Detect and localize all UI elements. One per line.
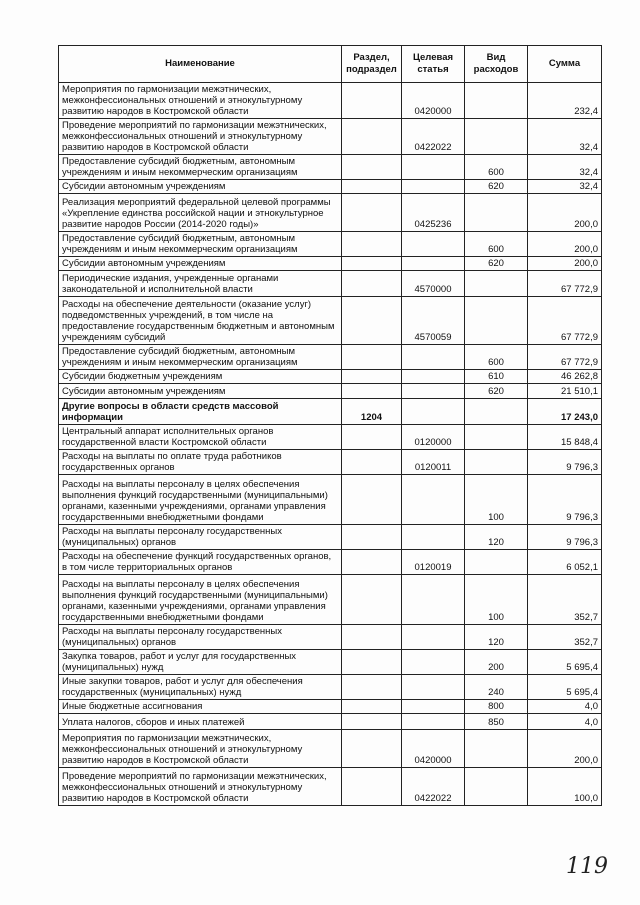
row-section-cell (342, 232, 402, 257)
row-name-cell: Расходы на обеспечение функций государственных органов, в том числе территориальных органов (59, 550, 342, 575)
table-row (59, 768, 602, 806)
row-expense-cell (465, 730, 528, 768)
row-name-cell: Расходы на выплаты персоналу государственных (муниципальных) органов (59, 525, 342, 550)
row-expense-cell (465, 768, 528, 806)
row-sum-cell: 352,7 (528, 625, 602, 650)
budget-table (58, 45, 602, 806)
row-sum-cell: 17 243,0 (528, 399, 602, 425)
row-section-cell (342, 271, 402, 297)
table-row (59, 714, 602, 730)
row-name-cell: Субсидии бюджетным учреждениям (59, 370, 342, 384)
row-name-cell: Субсидии автономным учреждениям (59, 257, 342, 271)
row-section-cell (342, 194, 402, 232)
row-section-cell (342, 370, 402, 384)
row-section-cell (342, 384, 402, 399)
table-row (59, 83, 602, 119)
row-expense-cell: 200 (465, 650, 528, 675)
row-sum-cell: 9 796,3 (528, 475, 602, 525)
row-sum-cell: 200,0 (528, 232, 602, 257)
row-section-cell (342, 730, 402, 768)
row-expense-cell (465, 399, 528, 425)
row-name-cell: Центральный аппарат исполнительных органов государственной власти Костромской области (59, 425, 342, 450)
row-expense-cell: 600 (465, 345, 528, 370)
table-row (59, 475, 602, 525)
row-name-cell: Предоставление субсидий бюджетным, автономным учреждениям и иным некоммерческим организациям (59, 155, 342, 180)
row-sum-cell: 100,0 (528, 768, 602, 806)
row-target-cell (402, 370, 465, 384)
table-row (59, 119, 602, 155)
table-row (59, 384, 602, 399)
row-sum-cell: 46 262,8 (528, 370, 602, 384)
row-expense-cell: 620 (465, 180, 528, 194)
table-row (59, 425, 602, 450)
row-sum-cell: 5 695,4 (528, 675, 602, 700)
row-name-cell: Мероприятия по гармонизации межэтнических, межконфессиональных отношений и этнокультурному развитию народов в Костромской области (59, 730, 342, 768)
row-section-cell (342, 297, 402, 345)
row-name-cell: Расходы на выплаты персоналу в целях обеспечения выполнения функций государственными (муниципальными) органами, казенными учреждениями, органами управления государственными внебюджетными фондами (59, 575, 342, 625)
row-expense-cell: 100 (465, 575, 528, 625)
table-row (59, 550, 602, 575)
row-name-cell: Иные закупки товаров, работ и услуг для обеспечения государственных (муниципальных) нужд (59, 675, 342, 700)
row-target-cell (402, 475, 465, 525)
row-target-cell: 0420000 (402, 83, 465, 119)
row-name-cell: Расходы на выплаты персоналу государственных (муниципальных) органов (59, 625, 342, 650)
table-row (59, 730, 602, 768)
table-row (59, 257, 602, 271)
row-expense-cell: 800 (465, 700, 528, 714)
row-sum-cell: 200,0 (528, 257, 602, 271)
table-row (59, 650, 602, 675)
row-name-cell: Уплата налогов, сборов и иных платежей (59, 714, 342, 730)
row-target-cell (402, 525, 465, 550)
row-name-cell: Реализация мероприятий федеральной целевой программы «Укрепление единства российской нации и этнокультурное развитие народов России (2014-2020 годы)» (59, 194, 342, 232)
row-expense-cell: 850 (465, 714, 528, 730)
table-header-row (59, 46, 602, 83)
row-expense-cell (465, 119, 528, 155)
row-section-cell (342, 650, 402, 675)
row-name-cell: Расходы на выплаты персоналу в целях обеспечения выполнения функций государственными (муниципальными) органами, казенными учреждениями, органами управления государственными внебюджетными фондами (59, 475, 342, 525)
row-target-cell (402, 232, 465, 257)
row-expense-cell: 240 (465, 675, 528, 700)
row-section-cell (342, 180, 402, 194)
row-sum-cell: 21 510,1 (528, 384, 602, 399)
row-section-cell (342, 475, 402, 525)
row-section-cell (342, 83, 402, 119)
row-sum-cell: 32,4 (528, 180, 602, 194)
row-sum-cell: 6 052,1 (528, 550, 602, 575)
row-name-cell: Расходы на обеспечение деятельности (оказание услуг) подведомственных учреждений, в том числе на предоставление государственным бюджетным и автономным учреждениям субсидий (59, 297, 342, 345)
row-target-cell (402, 180, 465, 194)
row-sum-cell: 200,0 (528, 730, 602, 768)
row-section-cell (342, 525, 402, 550)
row-target-cell (402, 625, 465, 650)
row-sum-cell: 32,4 (528, 155, 602, 180)
row-section-cell (342, 714, 402, 730)
row-expense-cell: 610 (465, 370, 528, 384)
row-target-cell (402, 675, 465, 700)
row-name-cell: Проведение мероприятий по гармонизации межэтнических, межконфессиональных отношений и этнокультурному развитию народов в Костромской области (59, 768, 342, 806)
row-target-cell (402, 575, 465, 625)
header-target: Целевая статья (402, 46, 465, 83)
row-expense-cell: 620 (465, 384, 528, 399)
row-target-cell (402, 155, 465, 180)
row-section-cell (342, 700, 402, 714)
row-name-cell: Расходы на выплаты по оплате труда работников государственных органов (59, 450, 342, 475)
row-target-cell: 4570059 (402, 297, 465, 345)
row-section-cell (342, 625, 402, 650)
row-name-cell: Периодические издания, учрежденные органами законодательной и исполнительной власти (59, 271, 342, 297)
table-row (59, 675, 602, 700)
row-target-cell (402, 384, 465, 399)
row-name-cell: Другие вопросы в области средств массовой информации (59, 399, 342, 425)
row-expense-cell: 620 (465, 257, 528, 271)
row-sum-cell: 200,0 (528, 194, 602, 232)
table-body (59, 83, 602, 806)
header-sum: Сумма (528, 46, 602, 83)
row-target-cell (402, 257, 465, 271)
row-name-cell: Закупка товаров, работ и услуг для государственных (муниципальных) нужд (59, 650, 342, 675)
row-expense-cell (465, 194, 528, 232)
row-section-cell (342, 257, 402, 271)
page-number: 119 (566, 854, 608, 879)
row-target-cell (402, 345, 465, 370)
row-expense-cell: 120 (465, 525, 528, 550)
table-row (59, 345, 602, 370)
row-target-cell: 0120019 (402, 550, 465, 575)
row-section-cell (342, 550, 402, 575)
table-row (59, 399, 602, 425)
row-sum-cell: 5 695,4 (528, 650, 602, 675)
row-sum-cell: 32,4 (528, 119, 602, 155)
row-sum-cell: 67 772,9 (528, 345, 602, 370)
row-expense-cell (465, 297, 528, 345)
row-target-cell: 0120011 (402, 450, 465, 475)
row-target-cell (402, 650, 465, 675)
row-target-cell: 0422022 (402, 768, 465, 806)
row-section-cell (342, 425, 402, 450)
table-row (59, 575, 602, 625)
row-sum-cell: 4,0 (528, 714, 602, 730)
row-section-cell (342, 155, 402, 180)
table-row (59, 625, 602, 650)
row-expense-cell: 600 (465, 232, 528, 257)
table-row (59, 370, 602, 384)
row-name-cell: Предоставление субсидий бюджетным, автономным учреждениям и иным некоммерческим организациям (59, 345, 342, 370)
row-expense-cell (465, 450, 528, 475)
row-target-cell: 0420000 (402, 730, 465, 768)
row-sum-cell: 352,7 (528, 575, 602, 625)
row-expense-cell (465, 550, 528, 575)
table-row (59, 271, 602, 297)
table-row (59, 232, 602, 257)
row-target-cell (402, 700, 465, 714)
row-section-cell (342, 768, 402, 806)
row-expense-cell (465, 83, 528, 119)
row-target-cell (402, 714, 465, 730)
row-target-cell: 4570000 (402, 271, 465, 297)
row-expense-cell: 120 (465, 625, 528, 650)
row-expense-cell (465, 271, 528, 297)
row-section-cell (342, 575, 402, 625)
table-row (59, 297, 602, 345)
row-target-cell (402, 399, 465, 425)
row-sum-cell: 9 796,3 (528, 525, 602, 550)
table-row (59, 525, 602, 550)
row-sum-cell: 9 796,3 (528, 450, 602, 475)
table-row (59, 155, 602, 180)
row-target-cell: 0422022 (402, 119, 465, 155)
row-section-cell (342, 119, 402, 155)
row-expense-cell: 600 (465, 155, 528, 180)
row-section-cell (342, 345, 402, 370)
table-row (59, 194, 602, 232)
row-name-cell: Проведение мероприятий по гармонизации межэтнических, межконфессиональных отношений и этнокультурному развитию народов в Костромской области (59, 119, 342, 155)
header-name: Наименование (59, 46, 342, 83)
row-name-cell: Предоставление субсидий бюджетным, автономным учреждениям и иным некоммерческим организациям (59, 232, 342, 257)
row-sum-cell: 4,0 (528, 700, 602, 714)
row-section-cell (342, 675, 402, 700)
row-sum-cell: 15 848,4 (528, 425, 602, 450)
row-sum-cell: 67 772,9 (528, 271, 602, 297)
row-section-cell: 1204 (342, 399, 402, 425)
row-expense-cell: 100 (465, 475, 528, 525)
row-target-cell: 0120000 (402, 425, 465, 450)
table-row (59, 180, 602, 194)
row-sum-cell: 67 772,9 (528, 297, 602, 345)
row-name-cell: Мероприятия по гармонизации межэтнических, межконфессиональных отношений и этнокультурному развитию народов в Костромской области (59, 83, 342, 119)
row-name-cell: Иные бюджетные ассигнования (59, 700, 342, 714)
row-target-cell: 0425236 (402, 194, 465, 232)
row-sum-cell: 232,4 (528, 83, 602, 119)
header-section: Раздел, подраздел (342, 46, 402, 83)
row-name-cell: Субсидии автономным учреждениям (59, 180, 342, 194)
header-expense: Вид расходов (465, 46, 528, 83)
row-section-cell (342, 450, 402, 475)
table-row (59, 450, 602, 475)
table-row (59, 700, 602, 714)
row-expense-cell (465, 425, 528, 450)
row-name-cell: Субсидии автономным учреждениям (59, 384, 342, 399)
